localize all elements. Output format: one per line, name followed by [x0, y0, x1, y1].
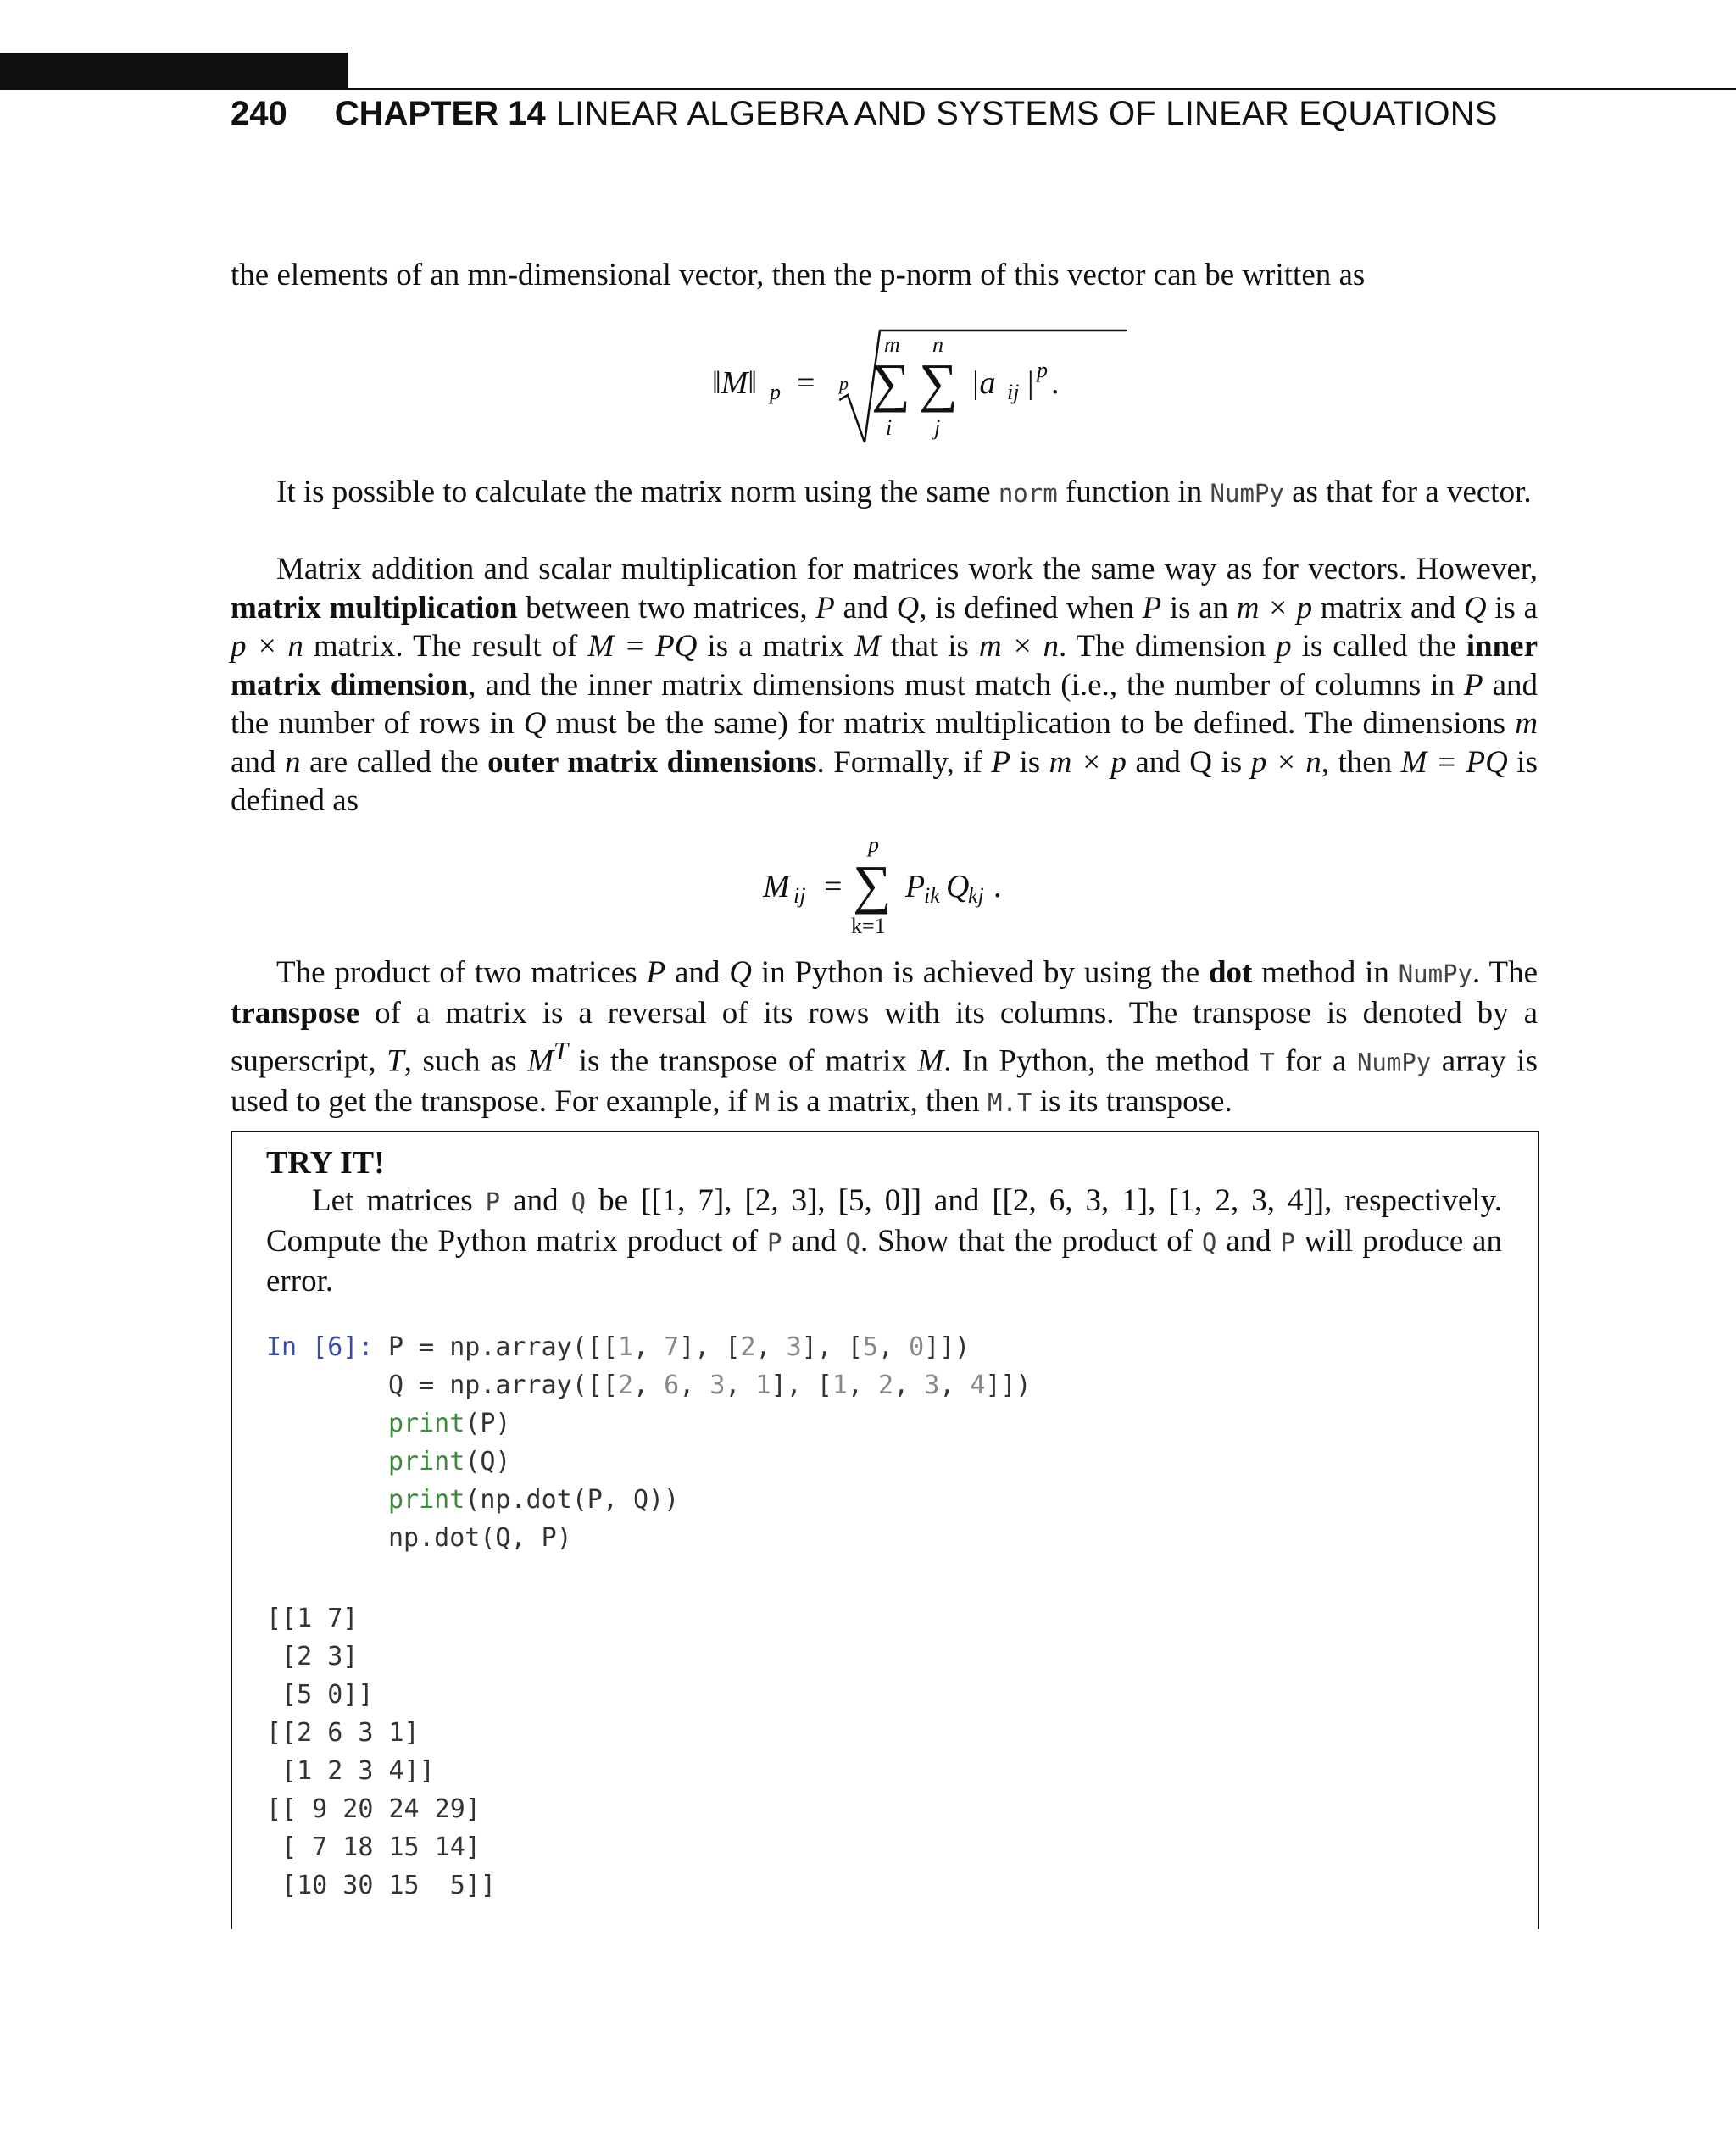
text: , then	[1321, 744, 1401, 780]
text: is the transpose of matrix	[568, 1043, 918, 1079]
text: It is possible to calculate the matrix norm using the same	[276, 475, 999, 509]
text: is defined as	[231, 744, 1538, 818]
text: and	[782, 1223, 846, 1259]
math: m × p	[1049, 744, 1127, 780]
text: of a matrix is a reversal of its rows with its columns. The transpose is denoted by a superscript,	[231, 995, 1538, 1079]
code-number: 4	[970, 1371, 986, 1400]
text: and	[500, 1183, 571, 1218]
math: P	[646, 955, 666, 990]
eq1-sum2-lower: j	[934, 415, 941, 440]
text: is an	[1161, 590, 1237, 626]
code-line-1	[388, 1332, 970, 1362]
math: M	[917, 1043, 944, 1079]
inline-code: Q	[1201, 1227, 1217, 1257]
text: , such as	[403, 1043, 528, 1079]
inline-code: M	[754, 1087, 771, 1117]
inline-code: P	[1280, 1227, 1295, 1257]
math: Q	[523, 706, 547, 741]
output-line: [2 3]	[266, 1642, 359, 1671]
eq1-term-sub: ij	[1007, 380, 1020, 404]
eq2-period: .	[993, 869, 1002, 904]
math: M	[854, 629, 881, 664]
text: for a	[1274, 1043, 1357, 1079]
try-it-box	[231, 1131, 1539, 1929]
term-bold: transpose	[231, 995, 360, 1031]
inline-code: NumPy	[1398, 959, 1473, 988]
try-it-text	[266, 1182, 1502, 1301]
eq2-P-sub: ik	[924, 883, 940, 908]
inline-code: Q	[845, 1227, 860, 1257]
code: ], [	[801, 1332, 863, 1362]
text: Matrix addition and scalar multiplication for matrices work the same way as for vectors. However,	[276, 552, 1538, 587]
code-number: 3	[924, 1371, 940, 1400]
text: and	[231, 744, 285, 780]
code: ,	[939, 1371, 971, 1400]
output-line: [1 2 3 4]]	[266, 1756, 435, 1786]
page-number: 240	[231, 95, 287, 132]
math: m × p	[1236, 590, 1313, 626]
code-line-5	[388, 1485, 679, 1515]
eq1-term: |a	[971, 365, 996, 401]
running-head	[231, 95, 1498, 133]
header-black-bar	[0, 53, 348, 90]
code: ,	[725, 1371, 756, 1400]
eq2-sum-upper: p	[868, 832, 879, 857]
code: ,	[633, 1332, 665, 1362]
equation-matrix-product	[763, 831, 1102, 941]
text: , and the inner matrix dimensions must match (i.e., the number of columns in	[468, 667, 1465, 703]
code-line-6: np.dot(Q, P)	[388, 1523, 572, 1553]
code-keyword: print	[388, 1485, 465, 1515]
eq1-lhs-sub: p	[770, 380, 781, 404]
math: M = PQ	[587, 629, 698, 664]
text: is a matrix	[697, 629, 854, 664]
math: Q	[729, 955, 752, 990]
code-line-3	[388, 1409, 511, 1438]
text: is its transpose.	[1032, 1083, 1232, 1119]
code: ]])	[924, 1332, 971, 1362]
code-line-4	[388, 1447, 511, 1476]
code-number: 0	[909, 1332, 925, 1362]
output-line: [10 30 15 5]]	[266, 1871, 496, 1900]
code: ,	[847, 1371, 878, 1400]
paragraph-dot-transpose	[231, 954, 1538, 1122]
text: in Python is achieved by using the	[751, 955, 1209, 990]
eq1-period: .	[1051, 365, 1060, 401]
text: method in	[1252, 955, 1399, 990]
code: ,	[893, 1371, 925, 1400]
code: ,	[755, 1332, 787, 1362]
header-rule	[348, 88, 1736, 90]
text: array is used to get the transpose. For example, if	[231, 1043, 1538, 1119]
paragraph-matrix-multiplication	[231, 550, 1538, 820]
term-bold: dot	[1208, 955, 1253, 990]
text: and Q is	[1126, 744, 1251, 780]
paragraph-norm	[231, 473, 1538, 514]
text: will produce an error.	[266, 1223, 1502, 1299]
math-superscript: T	[554, 1037, 569, 1065]
code: ,	[878, 1332, 910, 1362]
inline-code: P	[767, 1227, 782, 1257]
code-number: 5	[862, 1332, 878, 1362]
eq2-P: P	[905, 869, 926, 904]
inline-code: Q	[570, 1187, 587, 1216]
output-line: [[2 6 3 1]	[266, 1718, 420, 1748]
code-line-2	[388, 1371, 1032, 1400]
term-bold: outer matrix dimensions	[487, 744, 817, 780]
text: is	[1010, 744, 1049, 780]
inline-code: T	[1260, 1048, 1275, 1077]
code-number: 2	[617, 1371, 633, 1400]
math: p × n	[1250, 744, 1321, 780]
math: P	[815, 590, 835, 626]
math: n	[284, 744, 301, 780]
text: between two matrices,	[517, 590, 816, 626]
text: is a	[1486, 590, 1538, 626]
code: (Q)	[465, 1447, 511, 1476]
text: Let matrices	[312, 1183, 486, 1218]
code-keyword: print	[388, 1409, 465, 1438]
math: M	[527, 1043, 554, 1079]
text: are called the	[300, 744, 488, 780]
inline-code: NumPy	[1210, 479, 1284, 508]
text: and	[1216, 1223, 1281, 1259]
eq2-Q-sub: kj	[968, 883, 984, 908]
text: . The dimension	[1059, 629, 1277, 664]
code-number: 3	[786, 1332, 802, 1362]
text: function in	[1057, 475, 1210, 509]
inline-code: norm	[998, 479, 1058, 508]
eq1-sum1-upper: m	[884, 332, 900, 357]
text: be [[1, 7], [2, 3], [5, 0]] and [[2, 6, 3, 1], [1, 2, 3, 4]], respectively. Compute the Python matrix product of	[266, 1183, 1502, 1259]
eq1-root-index: p	[839, 373, 849, 394]
code-number: 7	[664, 1332, 680, 1362]
output-line: [5 0]]	[266, 1680, 374, 1710]
text: and the number of rows in	[231, 667, 1538, 741]
text: The product of two matrices	[276, 955, 647, 990]
intro-paragraph	[231, 256, 1538, 295]
eq1-term-end: |	[1027, 365, 1034, 401]
text: as that for a vector.	[1283, 475, 1532, 509]
code-number: 2	[740, 1332, 756, 1362]
eq1-term-sup: p	[1037, 358, 1048, 382]
text: . Show that the product of	[860, 1223, 1202, 1259]
equation-pnorm	[712, 322, 1136, 449]
text: must be the same) for matrix multiplication to be defined. The dimensions	[546, 706, 1516, 741]
code-prompt: In [6]:	[266, 1332, 374, 1362]
math: P	[991, 744, 1010, 780]
text: . The	[1472, 955, 1538, 990]
sum-icon: ∑	[871, 353, 910, 413]
eq2-sum-lower: k=1	[851, 914, 886, 938]
text: . In Python, the method	[943, 1043, 1260, 1079]
output-line: [ 7 18 15 14]	[266, 1832, 481, 1862]
code-number: 1	[755, 1371, 771, 1400]
output-line: [[ 9 20 24 29]	[266, 1794, 481, 1824]
text: that is	[880, 629, 979, 664]
code-number: 3	[709, 1371, 726, 1400]
text: . Formally, if	[816, 744, 992, 780]
code: ]])	[985, 1371, 1032, 1400]
text: , is defined when	[919, 590, 1143, 626]
eq2-lhs: M	[763, 869, 790, 904]
text: is called the	[1291, 629, 1466, 664]
code: ,	[679, 1371, 710, 1400]
text: matrix and	[1312, 590, 1464, 626]
inline-code: P	[485, 1187, 501, 1216]
eq1-sum2-upper: n	[932, 332, 943, 357]
eq1-sum1-lower: i	[886, 415, 893, 440]
math: p × n	[231, 629, 303, 664]
output-line: [[1 7]	[266, 1604, 359, 1633]
math: T	[387, 1043, 404, 1079]
math: P	[1142, 590, 1162, 626]
code: (P)	[465, 1409, 511, 1438]
sum-icon: ∑	[853, 854, 892, 915]
code-number: 2	[878, 1371, 894, 1400]
math: p	[1276, 629, 1292, 664]
code: ], [	[679, 1332, 741, 1362]
math: Q	[896, 590, 920, 626]
term-bold: matrix multiplication	[231, 590, 518, 626]
text: matrix. The result of	[303, 629, 588, 664]
text: and	[834, 590, 897, 626]
math: P	[1464, 667, 1483, 703]
code-number: 1	[832, 1371, 848, 1400]
code-number: 1	[617, 1332, 633, 1362]
math: m	[1515, 706, 1538, 741]
code: P = np.array([[	[388, 1332, 618, 1362]
inline-code: M.T	[987, 1087, 1032, 1117]
eq2-Q: Q	[946, 869, 970, 904]
eq1-lhs: ‖M‖	[712, 365, 757, 401]
eq2-equals: =	[824, 869, 843, 904]
math: Q	[1463, 590, 1487, 626]
code-keyword: print	[388, 1447, 465, 1476]
text: is a matrix, then	[770, 1083, 988, 1119]
code: (np.dot(P, Q))	[465, 1485, 680, 1515]
chapter-title: LINEAR ALGEBRA AND SYSTEMS OF LINEAR EQUATIONS	[555, 95, 1498, 132]
chapter-label: CHAPTER 14	[334, 95, 546, 132]
code-number: 6	[664, 1371, 680, 1400]
inline-code: NumPy	[1356, 1048, 1432, 1077]
code: ,	[633, 1371, 665, 1400]
term-bold: inner matrix dimension	[231, 629, 1538, 703]
intro-text: the elements of an mn-dimensional vector, then the p-norm of this vector can be written as	[231, 258, 1366, 292]
math: m × n	[978, 629, 1059, 664]
text: and	[665, 955, 730, 990]
eq1-equals: =	[797, 365, 815, 401]
sum-icon: ∑	[919, 353, 958, 413]
math: M = PQ	[1400, 744, 1508, 780]
eq2-lhs-sub: ij	[793, 883, 806, 908]
code: ], [	[771, 1371, 832, 1400]
code: Q = np.array([[	[388, 1371, 618, 1400]
try-it-title: TRY IT!	[266, 1145, 385, 1181]
